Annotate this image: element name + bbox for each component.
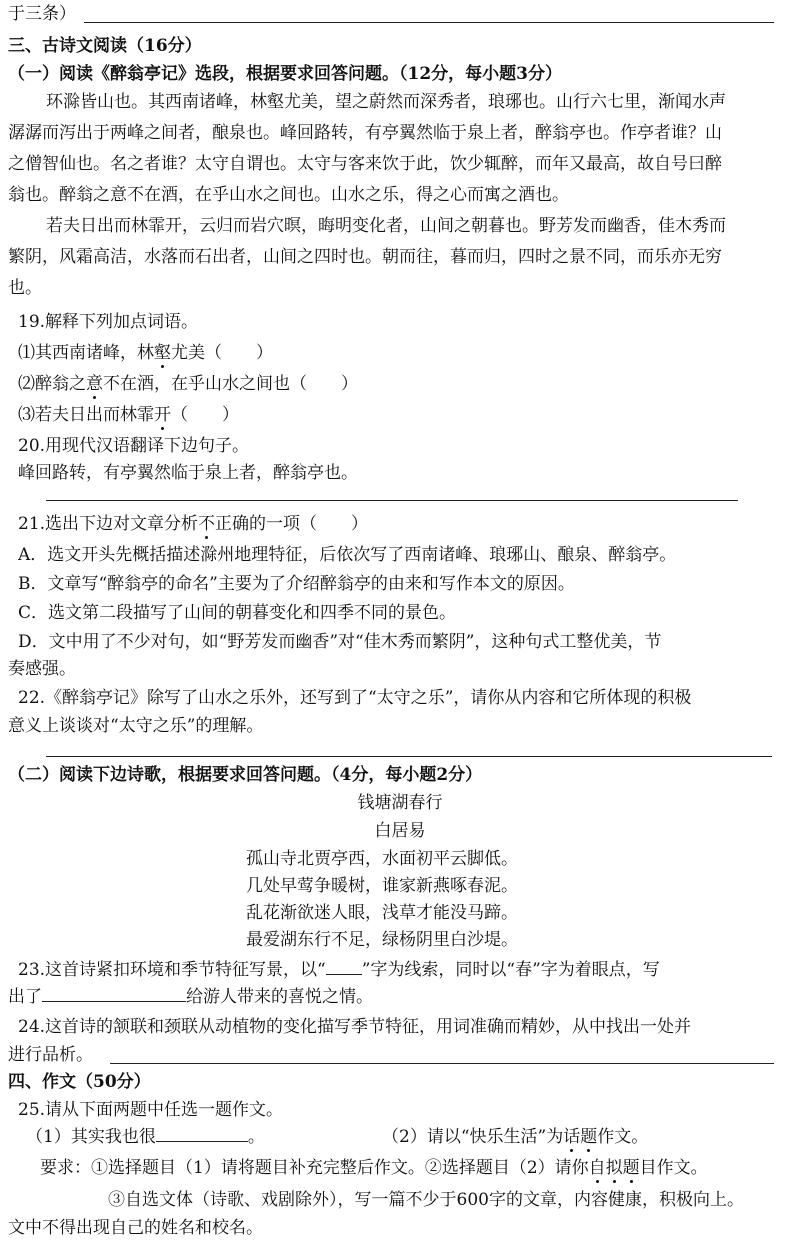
carryover-line: [8, 2, 76, 26]
poem-title: 钱塘湖春行: [357, 793, 443, 813]
poem-line: 几处早莺争暖树，谁家新燕啄春泥。: [246, 876, 518, 896]
q20-stem: 20.用现代汉语翻译下边句子。: [18, 436, 250, 456]
q20-answer-line: [46, 500, 738, 501]
q19-item1-text: ⑴其西南诸峰，林: [18, 343, 154, 363]
answer-line: [84, 22, 774, 23]
q23-blank-scene: [42, 985, 186, 1002]
q21-option-b: B．文章写“醉翁亭的命名”主要为了介绍醉翁亭的由来和写作本文的原因。: [18, 574, 575, 594]
q25-option2-text: 作文。: [597, 1127, 649, 1147]
q19-item3-text: ⑶若夫日出而林霏: [18, 405, 154, 425]
q25-option2: [382, 1125, 648, 1149]
section3-title: 三、古诗文阅读（16分）: [8, 36, 202, 56]
q22-line: 22.《醉翁亭记》除写了山水之乐外，还写到了“太守之乐”，请你从内容和它所体现的积极: [18, 688, 692, 708]
q23-text: 给游人带来的喜悦之情。: [186, 987, 373, 1007]
poem-line: 孤山寺北贾亭西，水面初平云脚低。: [246, 849, 518, 869]
q23-text: 出了: [8, 987, 42, 1007]
q25-requirement-dotted: 自: [588, 1158, 606, 1178]
passage-line: 之僧智仙也。名之者谁？太守自谓也。太守与客来饮于此，饮少辄醉，而年又最高，故自号曰醉: [8, 154, 722, 174]
poem-line: 乱花渐欲迷人眼，浅草才能没马蹄。: [246, 903, 518, 923]
q21-option-d-cont: 奏感强。: [8, 659, 76, 679]
q19-item3-blank: （ ）: [171, 405, 239, 425]
passage-line: 环滁皆山也。其西南诸峰，林壑尤美，望之蔚然而深秀者，琅琊也。山行六七里，渐闻水声: [46, 92, 726, 112]
q19-item1: [18, 341, 273, 365]
q25-requirement-text: 目作文。: [639, 1158, 708, 1178]
carryover-text: 于三条）: [8, 4, 76, 24]
q20-sentence: 峰回路转，有亭翼然临于泉上者，醉翁亭也。: [18, 463, 358, 483]
q23-line2: [8, 985, 373, 1009]
q25-requirement: 文中不得出现自己的姓名和校名。: [8, 1218, 263, 1238]
q19-item3-dotted: 开: [154, 405, 171, 425]
q19-item2: [18, 372, 358, 396]
q25-option2-text: （2）请以“快乐生活”为: [382, 1127, 564, 1147]
poem-author: 白居易: [374, 821, 426, 841]
passage-line: 若夫日出而林霏开，云归而岩穴暝，晦明变化者，山间之朝暮也。野芳发而幽香，佳木秀而: [46, 216, 726, 236]
q24-answer-line: [110, 1063, 774, 1064]
q21-stem-dotted: 不: [198, 514, 216, 534]
q23-line1: [18, 958, 660, 982]
passage-line: 潺潺而泻出于两峰之间者，酿泉也。峰回路转，有亭翼然临于泉上者，醉翁亭也。作亭者谁？山: [8, 123, 722, 143]
q21-option-a: A．选文开头先概括描述滁州地理特征，后依次写了西南诸峰、琅琊山、酿泉、醉翁亭。: [18, 545, 677, 565]
q23-blank-clue: [326, 958, 362, 975]
q19-item2-dotted: 意: [86, 374, 103, 394]
q25-requirement: ③自选文体（诗歌、戏剧除外），写一篇不少于600字的文章，内容健康，积极向上。: [108, 1190, 744, 1210]
q21-stem-text: 21.选出下边对文章分析: [18, 514, 199, 534]
q25-option1: [26, 1125, 265, 1149]
q25-requirement-dotted: 拟: [605, 1158, 623, 1178]
poem-line: 最爱湖东行不足，绿杨阴里白沙堤。: [246, 930, 518, 950]
q21-stem: [18, 512, 368, 536]
q21-stem-blank: 正确的一项（ ）: [215, 514, 369, 534]
q25-option2-dotted: 题: [580, 1127, 598, 1147]
q24-line: 进行品析。: [8, 1045, 93, 1065]
q21-option-d: D．文中用了不少对句，如“野芳发而幽香”对“佳木秀而繁阴”，这种句式工整优美，节: [18, 632, 662, 652]
q19-item2-blank: 不在酒，在乎山水之间也（ ）: [103, 374, 358, 394]
q19-item1-dotted: 壑: [154, 343, 171, 363]
q19-item2-text: ⑵醉翁之: [18, 374, 86, 394]
q25-requirement: [40, 1156, 708, 1180]
passage-line: 翁也。醉翁之意不在酒，在乎山水之间也。山水之乐，得之心而寓之酒也。: [8, 185, 569, 205]
section4-title: 四、作文（50分）: [8, 1072, 151, 1092]
q21-option-c: C．选文第二段描写了山间的朝暮变化和四季不同的景色。: [18, 603, 457, 623]
passage-line: 繁阴，风霜高洁，水落而石出者，山间之四时也。朝而往，暮而归，四时之景不同，而乐亦无穷: [8, 247, 722, 267]
q25-requirement-text: 要求：①选择题目（1）请将题目补充完整后作文。②选择题目（2）请你: [40, 1158, 589, 1178]
q23-text: ”字为线索，同时以“春”字为着眼点，写: [361, 960, 660, 980]
q24-line: 24.这首诗的颔联和颈联从动植物的变化描写季节特征，用词准确而精妙，从中找出一处并: [18, 1017, 692, 1037]
q25-option1-blank: [156, 1125, 248, 1142]
q25-requirement-dotted: 题: [622, 1158, 640, 1178]
q22-answer-line: [46, 756, 772, 757]
q19-item3: [18, 403, 239, 427]
q23-text: 23.这首诗紧扣环境和季节特征写景，以“: [18, 960, 326, 980]
q19-item1-blank: 尤美（ ）: [171, 343, 273, 363]
q25-option2-dotted: 话: [563, 1127, 581, 1147]
q25-option1-text: （1）其实我也很: [26, 1127, 156, 1147]
q22-line: 意义上谈谈对“太守之乐”的理解。: [8, 716, 264, 736]
q19-stem: 19.解释下列加点词语。: [18, 312, 199, 332]
q25-option1-text: 。: [247, 1127, 265, 1147]
passage-line: 也。: [8, 278, 42, 298]
q25-stem: 25.请从下面两题中任选一题作文。: [18, 1100, 284, 1120]
part2-heading: （二）阅读下边诗歌，根据要求回答问题。（4分，每小题2分）: [8, 765, 483, 785]
part1-heading: （一）阅读《醉翁亭记》选段，根据要求回答问题。（12分，每小题3分）: [8, 64, 562, 84]
